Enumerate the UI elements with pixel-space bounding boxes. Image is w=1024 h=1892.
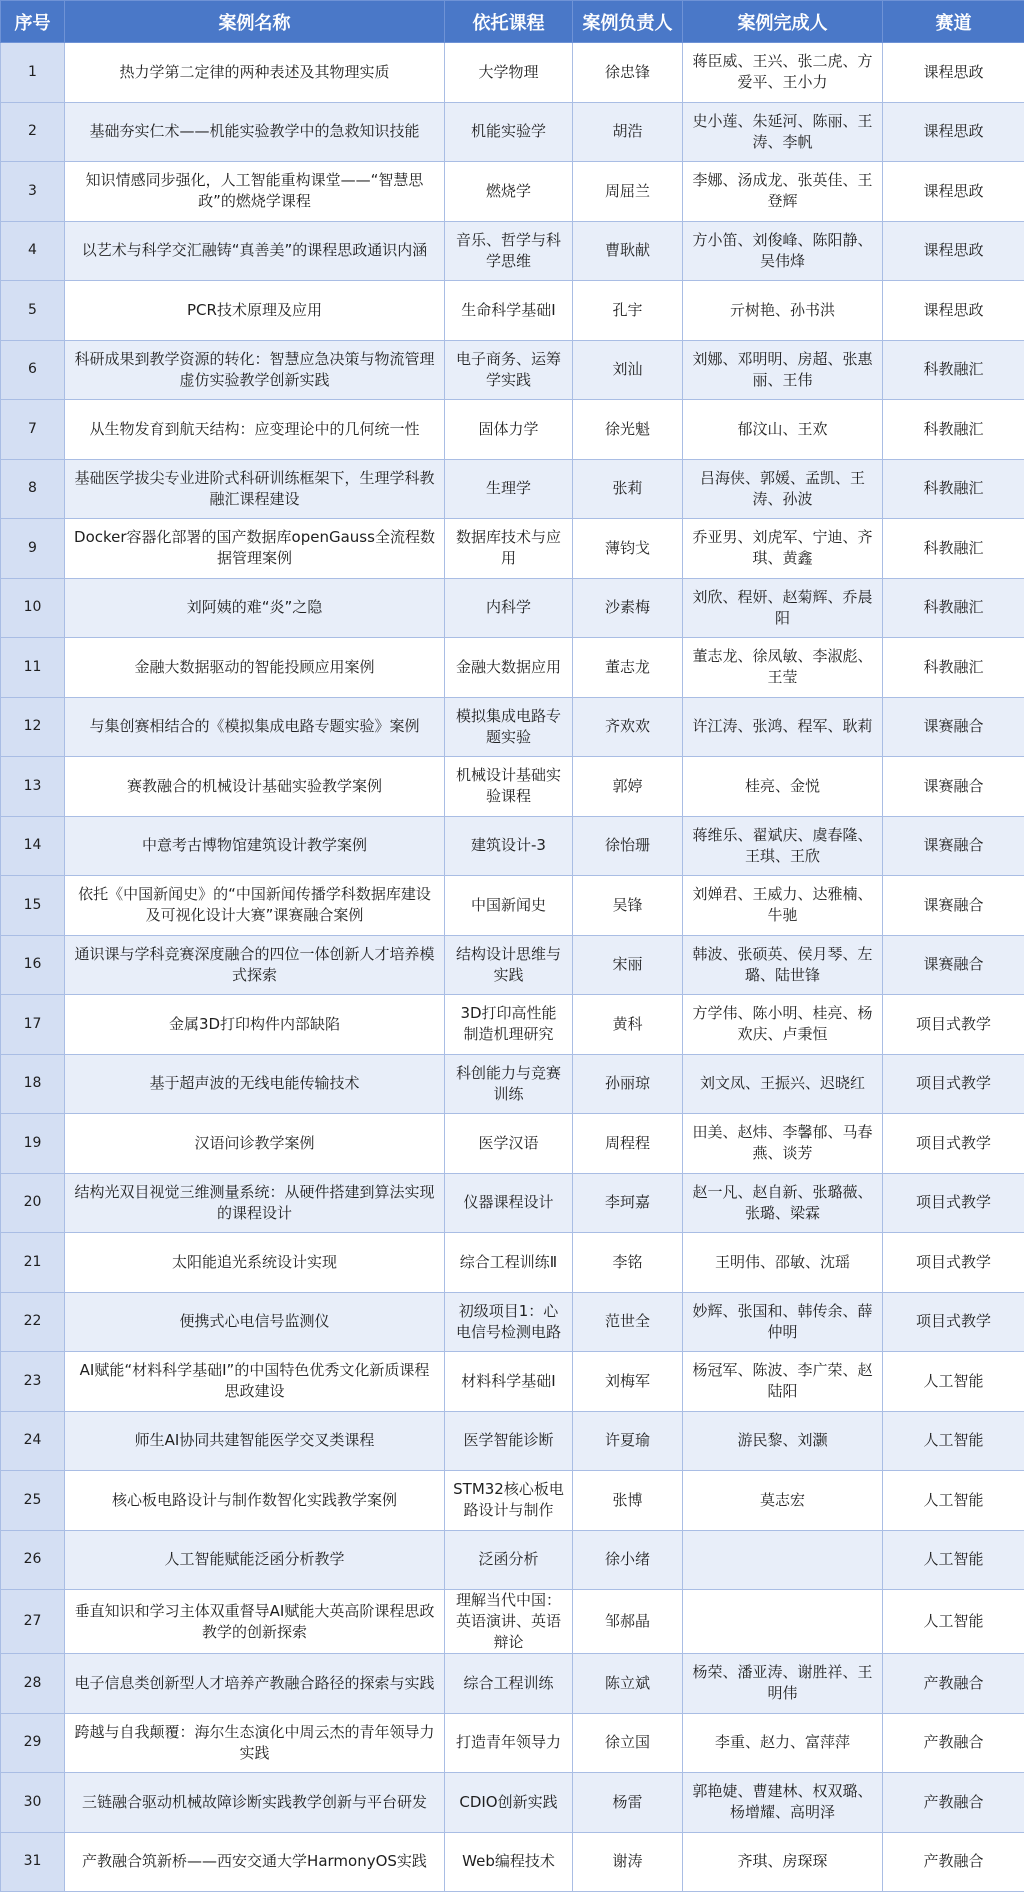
table-row — [1, 281, 1024, 341]
cell-lead: 胡浩 — [573, 102, 683, 162]
cell-seq: 21 — [1, 1233, 65, 1293]
table-row — [1, 1471, 1024, 1531]
header-case-name: 案例名称 — [65, 1, 445, 43]
cell-seq: 24 — [1, 1411, 65, 1471]
cell-members: 赵一凡、赵自新、张璐薇、张璐、梁霖 — [683, 1173, 883, 1233]
cell-lead: 许夏瑜 — [573, 1411, 683, 1471]
cell-lead: 刘梅军 — [573, 1352, 683, 1412]
cell-case-name: 基础医学拔尖专业进阶式科研训练框架下，生理学科教融汇课程建设 — [65, 459, 445, 519]
cell-members: 郁汶山、王欢 — [683, 400, 883, 460]
table-row — [1, 578, 1024, 638]
cell-lead: 杨雷 — [573, 1773, 683, 1833]
cell-seq: 17 — [1, 995, 65, 1055]
cell-seq: 27 — [1, 1590, 65, 1654]
cell-lead: 李珂嘉 — [573, 1173, 683, 1233]
cell-seq: 10 — [1, 578, 65, 638]
cell-course: 数据库技术与应用 — [445, 519, 573, 579]
cell-course: 综合工程训练 — [445, 1654, 573, 1714]
cell-case-name: 通识课与学科竞赛深度融合的四位一体创新人才培养模式探索 — [65, 935, 445, 995]
cell-members: 刘娜、邓明明、房超、张惠丽、王伟 — [683, 340, 883, 400]
cell-lead: 张博 — [573, 1471, 683, 1531]
cell-members: 李重、赵力、富萍萍 — [683, 1713, 883, 1773]
cell-track: 科教融汇 — [883, 459, 1024, 519]
cell-case-name: 产教融合筑新桥——西安交通大学HarmonyOS实践 — [65, 1832, 445, 1892]
cell-seq: 12 — [1, 697, 65, 757]
table-row — [1, 340, 1024, 400]
cell-course: 3D打印高性能制造机理研究 — [445, 995, 573, 1055]
table-row — [1, 1292, 1024, 1352]
cell-lead: 徐立国 — [573, 1713, 683, 1773]
cell-lead: 刘汕 — [573, 340, 683, 400]
cell-members: 乔亚男、刘虎军、宁迪、齐琪、黄鑫 — [683, 519, 883, 579]
cell-course: 材料科学基础Ⅰ — [445, 1352, 573, 1412]
cell-course: 理解当代中国：英语演讲、英语辩论 — [445, 1590, 573, 1654]
cell-members: 韩波、张硕英、侯月琴、左璐、陆世锋 — [683, 935, 883, 995]
table-body — [1, 43, 1024, 1892]
table-row — [1, 1530, 1024, 1590]
cell-course: Web编程技术 — [445, 1832, 573, 1892]
cell-lead: 齐欢欢 — [573, 697, 683, 757]
cell-course: STM32核心板电路设计与制作 — [445, 1471, 573, 1531]
cell-course: 建筑设计-3 — [445, 816, 573, 876]
cell-course: 综合工程训练Ⅱ — [445, 1233, 573, 1293]
cell-members: 董志龙、徐凤敏、李淑彪、王莹 — [683, 638, 883, 698]
cell-seq: 31 — [1, 1832, 65, 1892]
cell-seq: 16 — [1, 935, 65, 995]
cell-case-name: Docker容器化部署的国产数据库openGauss全流程数据管理案例 — [65, 519, 445, 579]
cell-seq: 3 — [1, 162, 65, 222]
table-row — [1, 1411, 1024, 1471]
cell-seq: 28 — [1, 1654, 65, 1714]
cell-seq: 11 — [1, 638, 65, 698]
cell-seq: 14 — [1, 816, 65, 876]
cell-case-name: 从生物发育到航天结构：应变理论中的几何统一性 — [65, 400, 445, 460]
cell-seq: 22 — [1, 1292, 65, 1352]
cell-case-name: 赛教融合的机械设计基础实验教学案例 — [65, 757, 445, 817]
cell-case-name: 太阳能追光系统设计实现 — [65, 1233, 445, 1293]
cell-course: 电子商务、运筹学实践 — [445, 340, 573, 400]
cell-members: 方学伟、陈小明、桂亮、杨欢庆、卢秉恒 — [683, 995, 883, 1055]
cell-members: 妙辉、张国和、韩传余、薛仲明 — [683, 1292, 883, 1352]
table-row — [1, 1173, 1024, 1233]
cell-members — [683, 1590, 883, 1654]
header-course: 依托课程 — [445, 1, 573, 43]
header-members: 案例完成人 — [683, 1, 883, 43]
cell-track: 科教融汇 — [883, 340, 1024, 400]
cell-members: 刘婵君、王威力、达雅楠、牛驰 — [683, 876, 883, 936]
cell-lead: 董志龙 — [573, 638, 683, 698]
table-row — [1, 1352, 1024, 1412]
cell-case-name: 师生AI协同共建智能医学交叉类课程 — [65, 1411, 445, 1471]
cell-case-name: 三链融合驱动机械故障诊断实践教学创新与平台研发 — [65, 1773, 445, 1833]
table-row — [1, 638, 1024, 698]
cell-members: 齐琪、房琛琛 — [683, 1832, 883, 1892]
cell-course: 泛函分析 — [445, 1530, 573, 1590]
cell-members: 史小莲、朱延河、陈丽、王涛、李帆 — [683, 102, 883, 162]
cell-course: 仪器课程设计 — [445, 1173, 573, 1233]
cell-seq: 9 — [1, 519, 65, 579]
cell-track: 产教融合 — [883, 1773, 1024, 1833]
cell-course: 医学智能诊断 — [445, 1411, 573, 1471]
cell-course: 结构设计思维与实践 — [445, 935, 573, 995]
cell-track: 科教融汇 — [883, 400, 1024, 460]
cell-seq: 1 — [1, 43, 65, 103]
header-seq: 序号 — [1, 1, 65, 43]
cell-members: 田美、赵炜、李馨郁、马春燕、谈芳 — [683, 1114, 883, 1174]
table-row — [1, 43, 1024, 103]
cell-case-name: 汉语问诊教学案例 — [65, 1114, 445, 1174]
cell-track: 人工智能 — [883, 1471, 1024, 1531]
header-lead: 案例负责人 — [573, 1, 683, 43]
cell-course: 大学物理 — [445, 43, 573, 103]
cell-course: 燃烧学 — [445, 162, 573, 222]
cell-track: 课程思政 — [883, 43, 1024, 103]
cell-lead: 邹郝晶 — [573, 1590, 683, 1654]
table-row — [1, 1832, 1024, 1892]
table-row — [1, 102, 1024, 162]
cell-lead: 黄科 — [573, 995, 683, 1055]
cell-case-name: 科研成果到教学资源的转化：智慧应急决策与物流管理虚仿实验教学创新实践 — [65, 340, 445, 400]
cell-seq: 8 — [1, 459, 65, 519]
cell-course: 生理学 — [445, 459, 573, 519]
cell-case-name: 核心板电路设计与制作数智化实践教学案例 — [65, 1471, 445, 1531]
cell-lead: 范世全 — [573, 1292, 683, 1352]
cell-case-name: 以艺术与科学交汇融铸“真善美”的课程思政通识内涵 — [65, 221, 445, 281]
cell-seq: 2 — [1, 102, 65, 162]
cell-case-name: 与集创赛相结合的《模拟集成电路专题实验》案例 — [65, 697, 445, 757]
table-row — [1, 1654, 1024, 1714]
table-row — [1, 400, 1024, 460]
cell-members: 桂亮、金悦 — [683, 757, 883, 817]
table-row — [1, 1773, 1024, 1833]
cell-seq: 23 — [1, 1352, 65, 1412]
cell-course: 固体力学 — [445, 400, 573, 460]
cell-members: 蒋维乐、翟斌庆、虞春隆、王琪、王欣 — [683, 816, 883, 876]
cell-track: 人工智能 — [883, 1352, 1024, 1412]
cell-track: 项目式教学 — [883, 1173, 1024, 1233]
cell-case-name: 依托《中国新闻史》的“中国新闻传播学科数据库建设及可视化设计大赛”课赛融合案例 — [65, 876, 445, 936]
cell-track: 项目式教学 — [883, 1233, 1024, 1293]
cell-course: 模拟集成电路专题实验 — [445, 697, 573, 757]
cell-lead: 徐忠锋 — [573, 43, 683, 103]
cell-seq: 26 — [1, 1530, 65, 1590]
cell-track: 科教融汇 — [883, 519, 1024, 579]
cell-track: 人工智能 — [883, 1411, 1024, 1471]
cell-lead: 曹耿献 — [573, 221, 683, 281]
cell-track: 课赛融合 — [883, 816, 1024, 876]
table-row — [1, 1114, 1024, 1174]
table-row — [1, 459, 1024, 519]
table-row — [1, 221, 1024, 281]
cell-track: 课程思政 — [883, 281, 1024, 341]
header-track: 赛道 — [883, 1, 1024, 43]
table-row — [1, 1590, 1024, 1654]
cell-lead: 宋丽 — [573, 935, 683, 995]
cell-members: 吕海侠、郭媛、孟凯、王涛、孙波 — [683, 459, 883, 519]
cell-members: 刘文凤、王振兴、迟晓红 — [683, 1054, 883, 1114]
cell-track: 项目式教学 — [883, 995, 1024, 1055]
cell-case-name: 电子信息类创新型人才培养产教融合路径的探索与实践 — [65, 1654, 445, 1714]
table-row — [1, 995, 1024, 1055]
cell-lead: 沙素梅 — [573, 578, 683, 638]
cell-lead: 薄钧戈 — [573, 519, 683, 579]
cell-case-name: 刘阿姨的难“炎”之隐 — [65, 578, 445, 638]
cell-track: 科教融汇 — [883, 638, 1024, 698]
cell-members: 方小笛、刘俊峰、陈阳静、吴伟烽 — [683, 221, 883, 281]
table-row — [1, 1713, 1024, 1773]
cell-track: 人工智能 — [883, 1530, 1024, 1590]
cell-case-name: 跨越与自我颠覆：海尔生态演化中周云杰的青年领导力实践 — [65, 1713, 445, 1773]
cell-seq: 19 — [1, 1114, 65, 1174]
cell-course: 机能实验学 — [445, 102, 573, 162]
cell-case-name: 金融大数据驱动的智能投顾应用案例 — [65, 638, 445, 698]
table-row — [1, 1054, 1024, 1114]
cell-case-name: 知识情感同步强化，人工智能重构课堂——“智慧思政”的燃烧学课程 — [65, 162, 445, 222]
cell-course: CDIO创新实践 — [445, 1773, 573, 1833]
cell-seq: 6 — [1, 340, 65, 400]
cell-lead: 周屈兰 — [573, 162, 683, 222]
cell-seq: 15 — [1, 876, 65, 936]
cell-members: 莫志宏 — [683, 1471, 883, 1531]
cell-lead: 李铭 — [573, 1233, 683, 1293]
cell-case-name: 中意考古博物馆建筑设计教学案例 — [65, 816, 445, 876]
cell-case-name: PCR技术原理及应用 — [65, 281, 445, 341]
cell-members: 李娜、汤成龙、张英佳、王登辉 — [683, 162, 883, 222]
cell-case-name: 便携式心电信号监测仪 — [65, 1292, 445, 1352]
cell-members: 蒋臣威、王兴、张二虎、方爱平、王小力 — [683, 43, 883, 103]
cell-lead: 吴锋 — [573, 876, 683, 936]
cell-seq: 7 — [1, 400, 65, 460]
cell-track: 课赛融合 — [883, 935, 1024, 995]
cell-course: 医学汉语 — [445, 1114, 573, 1174]
cell-members: 亓树艳、孙书洪 — [683, 281, 883, 341]
cell-track: 科教融汇 — [883, 578, 1024, 638]
cell-seq: 29 — [1, 1713, 65, 1773]
cell-members — [683, 1530, 883, 1590]
cell-members: 郭艳婕、曹建林、权双璐、杨增耀、高明泽 — [683, 1773, 883, 1833]
cell-track: 课赛融合 — [883, 757, 1024, 817]
cell-seq: 20 — [1, 1173, 65, 1233]
cell-course: 金融大数据应用 — [445, 638, 573, 698]
cell-seq: 18 — [1, 1054, 65, 1114]
cell-track: 项目式教学 — [883, 1114, 1024, 1174]
cell-course: 科创能力与竞赛训练 — [445, 1054, 573, 1114]
table-row — [1, 876, 1024, 936]
cell-track: 项目式教学 — [883, 1054, 1024, 1114]
table-row — [1, 162, 1024, 222]
cell-members: 游民黎、刘灏 — [683, 1411, 883, 1471]
cell-lead: 孙丽琼 — [573, 1054, 683, 1114]
cell-case-name: 人工智能赋能泛函分析教学 — [65, 1530, 445, 1590]
cell-track: 人工智能 — [883, 1590, 1024, 1654]
cell-case-name: 垂直知识和学习主体双重督导AI赋能大英高阶课程思政教学的创新探索 — [65, 1590, 445, 1654]
cell-course: 机械设计基础实验课程 — [445, 757, 573, 817]
table-row — [1, 935, 1024, 995]
cell-members: 王明伟、邵敏、沈瑶 — [683, 1233, 883, 1293]
cell-members: 杨荣、潘亚涛、谢胜祥、王明伟 — [683, 1654, 883, 1714]
header-row — [1, 1, 1024, 43]
cell-lead: 徐怡珊 — [573, 816, 683, 876]
cell-lead: 徐小绪 — [573, 1530, 683, 1590]
table-row — [1, 1233, 1024, 1293]
cell-track: 课赛融合 — [883, 876, 1024, 936]
cell-case-name: 热力学第二定律的两种表述及其物理实质 — [65, 43, 445, 103]
cell-seq: 25 — [1, 1471, 65, 1531]
cell-course: 初级项目1：心电信号检测电路 — [445, 1292, 573, 1352]
cell-case-name: AI赋能“材料科学基础I”的中国特色优秀文化新质课程思政建设 — [65, 1352, 445, 1412]
cell-lead: 郭婷 — [573, 757, 683, 817]
cell-track: 产教融合 — [883, 1832, 1024, 1892]
cell-lead: 孔宇 — [573, 281, 683, 341]
cell-seq: 5 — [1, 281, 65, 341]
table-row — [1, 816, 1024, 876]
table-row — [1, 757, 1024, 817]
cell-lead: 周程程 — [573, 1114, 683, 1174]
cell-course: 中国新闻史 — [445, 876, 573, 936]
cell-seq: 30 — [1, 1773, 65, 1833]
cell-track: 产教融合 — [883, 1713, 1024, 1773]
cell-case-name: 金属3D打印构件内部缺陷 — [65, 995, 445, 1055]
cell-lead: 张莉 — [573, 459, 683, 519]
cell-case-name: 结构光双目视觉三维测量系统：从硬件搭建到算法实现的课程设计 — [65, 1173, 445, 1233]
cell-track: 课程思政 — [883, 162, 1024, 222]
cell-track: 项目式教学 — [883, 1292, 1024, 1352]
table-row — [1, 519, 1024, 579]
cell-lead: 徐光魁 — [573, 400, 683, 460]
cell-course: 生命科学基础Ⅰ — [445, 281, 573, 341]
cell-members: 刘欣、程妍、赵菊辉、乔晨阳 — [683, 578, 883, 638]
cell-lead: 陈立斌 — [573, 1654, 683, 1714]
cell-course: 内科学 — [445, 578, 573, 638]
cell-track: 课程思政 — [883, 102, 1024, 162]
cell-lead: 谢涛 — [573, 1832, 683, 1892]
cell-case-name: 基础夯实仁术——机能实验教学中的急救知识技能 — [65, 102, 445, 162]
cell-seq: 4 — [1, 221, 65, 281]
table-row — [1, 697, 1024, 757]
cell-course: 打造青年领导力 — [445, 1713, 573, 1773]
cell-track: 课程思政 — [883, 221, 1024, 281]
cell-members: 杨冠军、陈波、李广荣、赵陆阳 — [683, 1352, 883, 1412]
cell-seq: 13 — [1, 757, 65, 817]
cell-course: 音乐、哲学与科学思维 — [445, 221, 573, 281]
cell-members: 许江涛、张鸿、程军、耿莉 — [683, 697, 883, 757]
cell-track: 课赛融合 — [883, 697, 1024, 757]
cell-case-name: 基于超声波的无线电能传输技术 — [65, 1054, 445, 1114]
cell-track: 产教融合 — [883, 1654, 1024, 1714]
